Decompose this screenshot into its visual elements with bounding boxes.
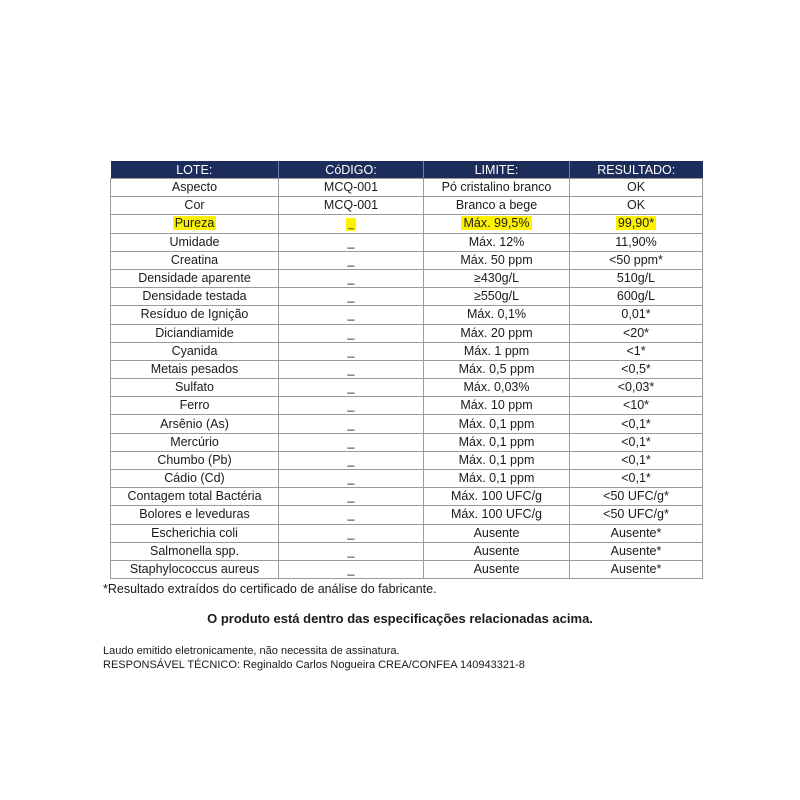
cell-lote-text: Staphylococcus aureus [129,562,260,577]
cell-codigo [279,433,424,451]
header-lote: LOTE: [111,161,279,179]
cell-limite [424,269,570,287]
cell-resultado-text: <0,1* [621,416,651,431]
cell-lote-text: Densidade aparente [138,271,251,286]
table-row [111,233,703,251]
cell-codigo-text: MCQ-001 [323,180,379,195]
cell-resultado [570,415,703,433]
cell-codigo [279,415,424,433]
cell-resultado [570,306,703,324]
table-body [111,179,703,579]
cell-codigo [279,197,424,215]
cell-limite [424,397,570,415]
cell-lote [111,197,279,215]
cell-resultado [570,488,703,506]
cell-codigo [279,451,424,469]
cell-codigo-text: _ [347,452,355,467]
cell-lote-text: Escherichia coli [151,525,238,540]
cell-resultado-text: 99,90* [617,216,655,231]
cell-resultado [570,524,703,542]
cell-codigo-text: _ [347,416,355,431]
cell-resultado-text: <10* [622,398,650,413]
cell-resultado-text: <0,1* [621,452,651,467]
cell-codigo-text: MCQ-001 [323,198,379,213]
cell-lote [111,288,279,306]
cell-codigo-text: _ [347,434,355,449]
cell-limite-text: Máx. 0,1 ppm [458,416,535,431]
cell-lote [111,360,279,378]
cell-codigo-text: _ [347,361,355,376]
cell-limite [424,306,570,324]
cell-resultado [570,269,703,287]
cell-lote [111,524,279,542]
cell-codigo [279,215,424,233]
cell-limite-text: Máx. 99,5% [463,216,530,231]
table-row [111,215,703,233]
cell-lote-text: Bolores e leveduras [139,507,250,522]
cell-codigo-text: _ [347,271,355,286]
cell-lote [111,215,279,233]
electronic-note: Laudo emitido eletronicamente, não necessita de assinatura. [103,645,400,657]
table-row [111,560,703,578]
cell-limite [424,451,570,469]
specification-table [110,161,703,579]
cell-codigo [279,288,424,306]
cell-codigo [279,269,424,287]
cell-limite-text: Ausente [473,562,520,577]
cell-codigo [279,306,424,324]
cell-codigo-text: _ [347,380,355,395]
cell-lote [111,324,279,342]
cell-codigo [279,342,424,360]
cell-lote-text: Pureza [174,216,215,231]
cell-lote-text: Cor [184,198,205,213]
cell-codigo [279,251,424,269]
table-row [111,488,703,506]
cell-codigo [279,179,424,197]
cell-limite-text: Máx. 0,5 ppm [458,361,535,376]
cell-limite-text: Máx. 100 UFC/g [450,507,542,522]
cell-resultado-text: 510g/L [616,271,656,286]
cell-resultado [570,179,703,197]
cell-resultado [570,560,703,578]
cell-limite-text: Máx. 20 ppm [460,325,533,340]
cell-limite [424,470,570,488]
cell-resultado-text: <0,5* [621,361,651,376]
cell-resultado [570,342,703,360]
cell-limite [424,433,570,451]
cell-resultado [570,451,703,469]
cell-lote [111,342,279,360]
cell-resultado [570,215,703,233]
cell-resultado [570,233,703,251]
cell-resultado-text: <50 ppm* [609,252,663,267]
cell-resultado-text: 0,01* [621,307,651,322]
cell-codigo [279,379,424,397]
cell-limite [424,488,570,506]
cell-lote-text: Mercúrio [170,434,219,449]
table-row [111,506,703,524]
table-row [111,342,703,360]
cell-codigo [279,542,424,560]
cell-lote [111,379,279,397]
cell-lote-text: Arsênio (As) [160,416,229,431]
cell-resultado-text: Ausente* [610,525,662,540]
table-row [111,306,703,324]
cell-lote [111,506,279,524]
footnote: *Resultado extraídos do certificado de análise do fabricante. [103,582,437,596]
cell-limite [424,342,570,360]
table-row [111,179,703,197]
table-row [111,470,703,488]
cell-resultado-text: Ausente* [610,562,662,577]
cell-limite-text: Máx. 1 ppm [463,343,530,358]
cell-limite [424,197,570,215]
cell-codigo [279,560,424,578]
cell-lote-text: Salmonella spp. [150,543,239,558]
table-row [111,451,703,469]
cell-limite-text: Ausente [473,543,520,558]
cell-limite [424,560,570,578]
cell-limite-text: Máx. 10 ppm [460,398,533,413]
cell-codigo [279,397,424,415]
cell-limite [424,506,570,524]
cell-limite [424,415,570,433]
cell-limite-text: Máx. 0,1 ppm [458,471,535,486]
cell-lote [111,470,279,488]
cell-lote [111,179,279,197]
cell-lote-text: Diciandiamide [155,325,234,340]
cell-limite-text: Máx. 12% [468,234,525,249]
cell-limite-text: Branco a bege [455,198,538,213]
cell-resultado [570,288,703,306]
cell-codigo [279,233,424,251]
table-row [111,269,703,287]
cell-lote-text: Chumbo (Pb) [157,452,232,467]
cell-lote [111,488,279,506]
cell-codigo [279,506,424,524]
header-codigo: CóDIGO: [279,161,424,179]
cell-resultado [570,360,703,378]
table-row [111,379,703,397]
cell-lote-text: Sulfato [175,380,214,395]
cell-lote-text: Creatina [170,252,219,267]
cell-resultado [570,506,703,524]
cell-codigo-text: _ [347,325,355,340]
cell-limite-text: Pó cristalino branco [441,180,552,195]
cell-limite-text: Máx. 50 ppm [460,252,533,267]
table-row [111,415,703,433]
table-row [111,251,703,269]
cell-codigo-text: _ [347,234,355,249]
cell-limite-text: Máx. 0,03% [463,380,530,395]
cell-lote-text: Cádio (Cd) [164,471,225,486]
cell-lote-text: Contagem total Bactéria [127,489,262,504]
cell-codigo [279,324,424,342]
header-resultado: RESULTADO: [570,161,703,179]
cell-codigo-text: _ [347,507,355,522]
cell-lote [111,397,279,415]
cell-limite [424,233,570,251]
cell-resultado-text: <0,1* [621,471,651,486]
cell-resultado-text: <1* [626,343,646,358]
cell-limite-text: Máx. 0,1 ppm [458,434,535,449]
table-row [111,360,703,378]
cell-codigo-text: _ [347,252,355,267]
cell-limite [424,215,570,233]
cell-lote-text: Cyanida [171,343,218,358]
cell-limite [424,251,570,269]
cell-resultado [570,251,703,269]
table-row [111,288,703,306]
cell-limite [424,324,570,342]
cell-resultado [570,379,703,397]
cell-codigo-text: _ [347,289,355,304]
cell-lote-text: Aspecto [171,180,218,195]
responsible-note: RESPONSÁVEL TÉCNICO: Reginaldo Carlos Nogueira CREA/CONFEA 140943321-8 [103,659,525,671]
cell-lote [111,251,279,269]
cell-resultado-text: <50 UFC/g* [603,489,669,504]
cell-lote [111,306,279,324]
cell-lote-text: Ferro [179,398,210,413]
cell-codigo [279,524,424,542]
cell-codigo [279,360,424,378]
cell-resultado-text: <0,1* [621,434,651,449]
cell-limite [424,360,570,378]
table-row [111,542,703,560]
cell-limite [424,179,570,197]
cell-lote [111,433,279,451]
cell-lote [111,560,279,578]
cell-limite [424,379,570,397]
cell-resultado [570,542,703,560]
table-header-row [111,161,703,179]
cell-codigo-text: _ [347,307,355,322]
cell-codigo-text: _ [347,489,355,504]
cell-codigo-text: _ [347,343,355,358]
cell-codigo-text: _ [347,543,355,558]
cell-lote-text: Umidade [169,234,220,249]
cell-resultado-text: 11,90% [615,234,657,249]
table-row [111,433,703,451]
cell-lote-text: Resíduo de Ignição [140,307,249,322]
cell-resultado [570,433,703,451]
cell-resultado-text: Ausente* [610,543,662,558]
cell-limite-text: Máx. 100 UFC/g [450,489,542,504]
cell-codigo [279,470,424,488]
cell-resultado-text: OK [626,180,646,195]
cell-lote [111,451,279,469]
cell-resultado-text: OK [626,198,646,213]
cell-limite [424,288,570,306]
cell-limite-text: Ausente [473,525,520,540]
cell-resultado-text: <50 UFC/g* [603,507,669,522]
cell-lote [111,415,279,433]
cell-lote [111,542,279,560]
cell-limite-text: Máx. 0,1% [466,307,527,322]
table-row [111,197,703,215]
table-row [111,397,703,415]
cell-codigo [279,488,424,506]
cell-lote-text: Metais pesados [150,361,239,376]
cell-resultado-text: 600g/L [616,289,656,304]
cell-limite-text: ≥550g/L [473,289,520,304]
table-row [111,324,703,342]
cell-codigo-text: _ [347,471,355,486]
table-row [111,524,703,542]
cell-codigo-text: _ [347,562,355,577]
cell-resultado [570,397,703,415]
cell-codigo-text: _ [347,525,355,540]
cell-limite-text: Máx. 0,1 ppm [458,452,535,467]
cell-lote [111,269,279,287]
cell-limite [424,524,570,542]
cell-resultado [570,324,703,342]
cell-resultado-text: <20* [622,325,650,340]
cell-limite-text: ≥430g/L [473,271,520,286]
cell-codigo-text: _ [346,218,356,231]
cell-resultado [570,197,703,215]
cell-lote-text: Densidade testada [142,289,247,304]
cell-limite [424,542,570,560]
conclusion-text: O produto está dentro das especificações relacionadas acima. [207,611,593,626]
header-limite: LIMITE: [424,161,570,179]
cell-lote [111,233,279,251]
cell-resultado [570,470,703,488]
cell-codigo-text: _ [347,398,355,413]
cell-resultado-text: <0,03* [617,380,655,395]
